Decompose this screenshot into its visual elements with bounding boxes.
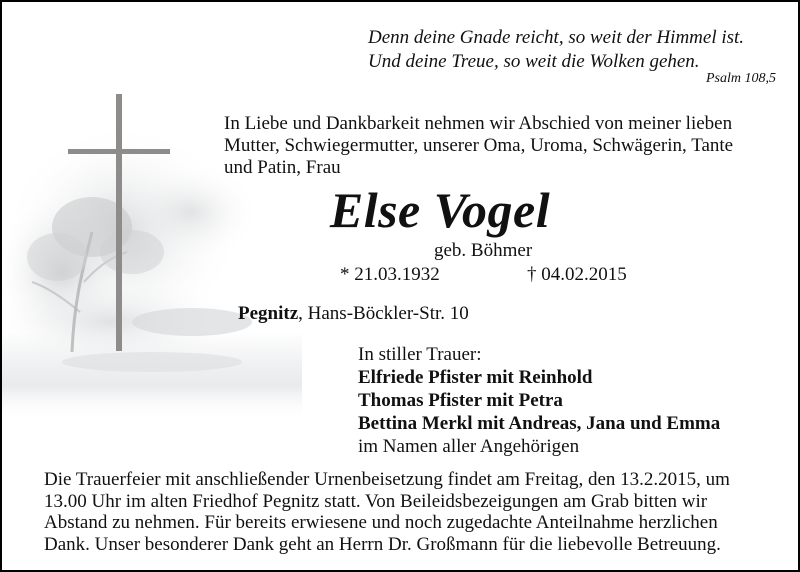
address-street: , Hans-Böckler-Str. 10 — [298, 303, 469, 324]
quote-line-2: Und deine Treue, so weit die Wolken gehen. — [368, 51, 700, 72]
notice-line-3: Abstand zu nehmen. Für bereits erwiesene und noch zugedachte Anteilnahme herzlichen — [44, 512, 718, 533]
mourners-heading: In stiller Trauer: — [358, 344, 482, 365]
funeral-notice — [44, 469, 784, 555]
notice-line-2: 13.00 Uhr im alten Friedhof Pegnitz statt. Von Beileidsbezeigungen am Grab bitten wir — [44, 490, 708, 512]
notice-line-1: Die Trauerfeier mit anschließender Urnenbeisetzung findet am Freitag, den 13.2.2015, um — [44, 469, 730, 490]
mourners-block — [358, 343, 720, 458]
psalm-quote — [368, 26, 744, 74]
mourners-closing: im Namen aller Angehörigen — [358, 436, 580, 457]
quote-line-1: Denn deine Gnade reicht, so weit der Himmel ist. — [368, 27, 745, 48]
notice-line-4: Dank. Unser besonderer Dank geht an Herrn Dr. Großmann für die liebevolle Betreuung. — [44, 533, 721, 555]
death-date: † 04.02.2015 — [527, 264, 627, 285]
address-city: Pegnitz — [238, 303, 299, 324]
birth-name: geb. Böhmer — [434, 240, 533, 261]
intro-line-2: Mutter, Schwiegermutter, unserer Oma, Uroma, Schwägerin, Tante — [224, 135, 734, 156]
intro-line-1: In Liebe und Dankbarkeit nehmen wir Abschied von meiner lieben — [224, 113, 733, 134]
intro-text — [224, 113, 780, 179]
mourner-name: Bettina Merkl mit Andreas, Jana und Emma — [358, 413, 721, 434]
intro-line-3: und Patin, Frau — [224, 157, 341, 178]
deceased-name: Else Vogel — [329, 182, 551, 238]
birth-date: * 21.03.1932 — [340, 264, 440, 285]
quote-reference: Psalm 108,5 — [706, 71, 776, 86]
mourner-name: Thomas Pfister mit Petra — [358, 390, 563, 411]
address — [238, 303, 469, 325]
mourner-name: Elfriede Pfister mit Reinhold — [358, 367, 593, 388]
